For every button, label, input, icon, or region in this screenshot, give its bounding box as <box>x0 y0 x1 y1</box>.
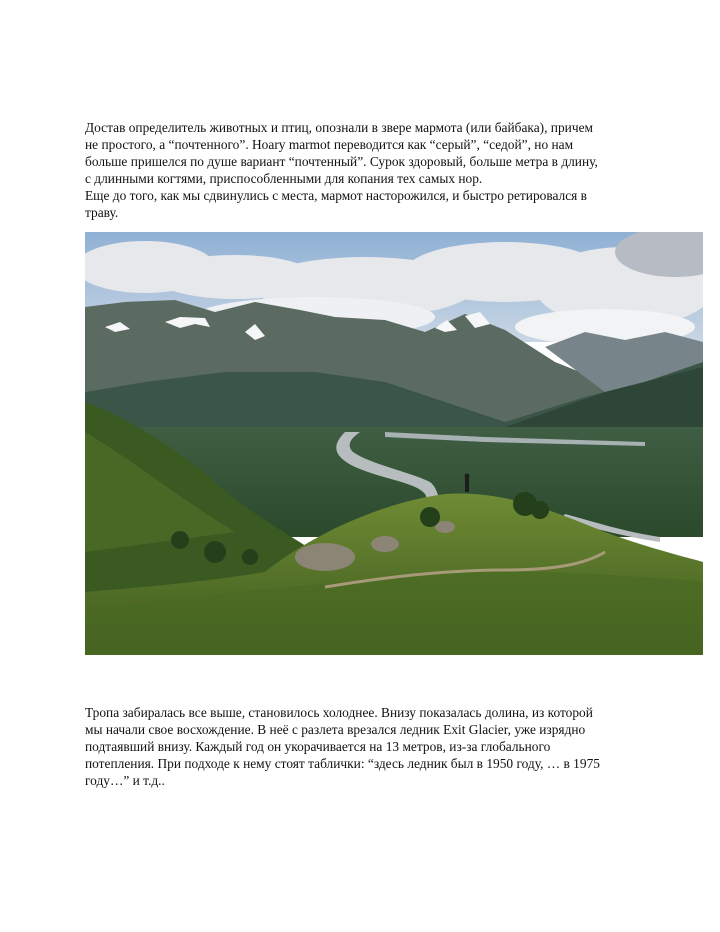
paragraph-line: не простого, а “почтенного”. Hoary marmot переводится как “серый”, “седой”, но нам <box>85 137 574 152</box>
paragraph-line: больше пришелся по душе вариант “почтенный”. Сурок здоровый, больше метра в длину, <box>85 154 598 169</box>
paragraph-line: году…” и т.д.. <box>85 773 165 788</box>
paragraph-line: подтаявший внизу. Каждый год он укорачивается на 13 метров, из-за глобального <box>85 739 551 754</box>
paragraph-line: Тропа забиралась все выше, становилось холоднее. Внизу показалась долина, из которой <box>85 705 593 720</box>
paragraph-marmot <box>85 119 645 221</box>
paragraph-line: потепления. При подходе к нему стоят таблички: “здесь ледник был в 1950 году, … в 1975 <box>85 756 600 771</box>
landscape-photo <box>85 232 703 655</box>
paragraph-line: мы начали свое восхождение. В неё с разлета врезался ледник Exit Glacier, уже изрядно <box>85 722 586 737</box>
paragraph-line: Достав определитель животных и птиц, опознали в звере мармота (или байбака), причем <box>85 120 593 135</box>
paragraph-line: траву. <box>85 205 119 220</box>
paragraph-line: с длинными когтями, приспособленными для копания тех самых нор. <box>85 171 483 186</box>
hiker <box>465 474 470 493</box>
paragraph-glacier <box>85 704 645 789</box>
paragraph-line: Еще до того, как мы сдвинулись с места, мармот насторожился, и быстро ретировался в <box>85 188 587 203</box>
